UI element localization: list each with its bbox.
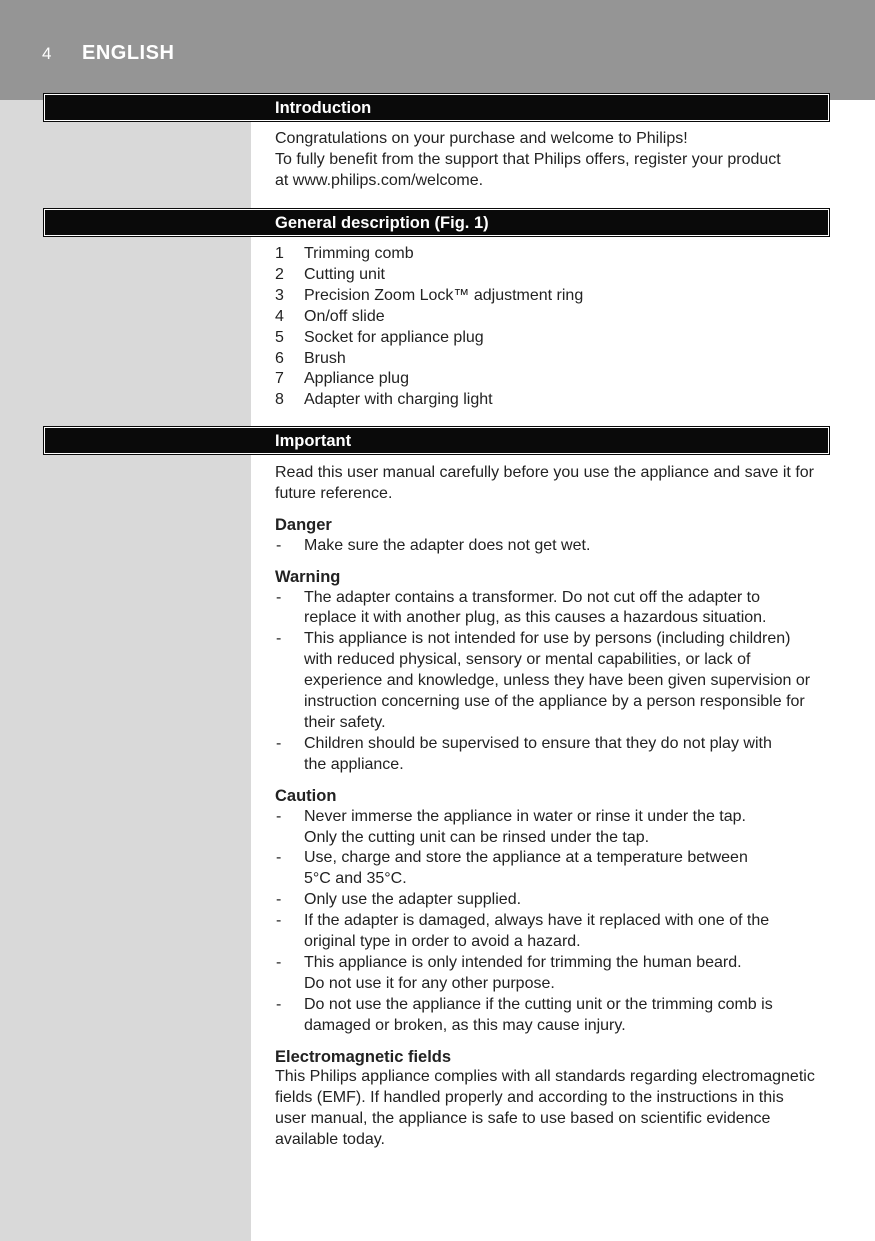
item-number: 6 <box>275 349 284 367</box>
parts-list <box>275 244 830 411</box>
text-line: Children should be supervised to ensure that they do not play with <box>304 734 772 752</box>
text-line: Make sure the adapter does not get wet. <box>304 536 591 554</box>
page-language-title: ENGLISH <box>82 42 175 64</box>
list-item <box>275 390 830 411</box>
section-bar-general-description <box>44 209 829 236</box>
dash-bullet: - <box>276 807 282 825</box>
section-bar-introduction <box>44 94 829 121</box>
item-number: 7 <box>275 370 284 388</box>
dash-bullet: - <box>276 849 282 867</box>
item-text: Adapter with charging light <box>304 391 493 409</box>
text-line: their safety. <box>304 713 386 731</box>
text-line: 5°C and 35°C. <box>304 870 407 888</box>
list-item <box>275 953 830 995</box>
dash-bullet: - <box>276 995 282 1013</box>
list-item <box>275 244 830 265</box>
item-number: 1 <box>275 245 284 262</box>
list-item <box>275 890 830 911</box>
text-line: This Philips appliance complies with all standards regarding electromagnetic <box>275 1068 815 1086</box>
item-number: 2 <box>275 265 284 283</box>
list-item <box>275 369 830 390</box>
list-item <box>275 911 830 953</box>
text-line: Do not use the appliance if the cutting unit or the trimming comb is <box>304 995 773 1013</box>
text-line: instruction concerning use of the appliance by a person responsible for <box>304 693 805 711</box>
important-content <box>275 463 830 1151</box>
list-item <box>275 629 830 734</box>
text-line: at www.philips.com/welcome. <box>275 171 484 189</box>
text-line: This appliance is only intended for trimming the human beard. <box>304 953 742 971</box>
text-line: Only the cutting unit can be rinsed under the tap. <box>304 828 650 846</box>
dash-bullet: - <box>276 891 282 909</box>
list-item <box>275 848 830 890</box>
section-title-general-description: General description (Fig. 1) <box>275 214 489 232</box>
text-line: If the adapter is damaged, always have it replaced with one of the <box>304 912 770 930</box>
text-line: To fully benefit from the support that Philips offers, register your product <box>275 150 781 168</box>
text-line: experience and knowledge, unless they have been given supervision or <box>304 672 811 690</box>
dash-bullet: - <box>276 953 282 971</box>
text-line: Never immerse the appliance in water or rinse it under the tap. <box>304 807 746 825</box>
section-title-important: Important <box>275 432 352 450</box>
dash-bullet: - <box>276 912 282 930</box>
text-line: future reference. <box>275 484 393 502</box>
list-item <box>275 286 830 307</box>
warning-heading: Warning <box>275 567 341 586</box>
caution-heading: Caution <box>275 786 337 805</box>
page-number: 4 <box>42 44 52 63</box>
text-line: Congratulations on your purchase and welcome to Philips! <box>275 130 688 147</box>
section-bar-important <box>44 427 829 454</box>
text-line: Use, charge and store the appliance at a temperature between <box>304 849 748 867</box>
list-item <box>275 307 830 328</box>
list-item <box>275 807 830 849</box>
list-item <box>275 536 830 557</box>
danger-heading: Danger <box>275 515 332 534</box>
text-line: damaged or broken, as this may cause injury. <box>304 1016 626 1034</box>
list-item <box>275 588 830 630</box>
list-item <box>275 995 830 1037</box>
list-item <box>275 328 830 349</box>
text-line: The adapter contains a transformer. Do not cut off the adapter to <box>304 588 760 606</box>
text-line: user manual, the appliance is safe to use based on scientific evidence <box>275 1110 771 1128</box>
text-line: Do not use it for any other purpose. <box>304 974 555 992</box>
text-line: fields (EMF). If handled properly and according to the instructions in this <box>275 1089 784 1107</box>
item-number: 4 <box>275 307 284 325</box>
item-text: Cutting unit <box>304 265 385 283</box>
side-margin-column <box>0 100 251 1241</box>
text-line: the appliance. <box>304 755 404 773</box>
introduction-text <box>275 129 830 192</box>
dash-bullet: - <box>276 630 282 648</box>
emf-heading: Electromagnetic fields <box>275 1047 452 1066</box>
text-line: original type in order to avoid a hazard. <box>304 933 581 951</box>
dash-bullet: - <box>276 734 282 752</box>
list-item <box>275 734 830 776</box>
item-text: Appliance plug <box>304 370 409 388</box>
item-number: 3 <box>275 286 284 304</box>
item-text: Socket for appliance plug <box>304 328 484 346</box>
text-line: Read this user manual carefully before you use the appliance and save it for <box>275 464 814 481</box>
item-text: Precision Zoom Lock™ adjustment ring <box>304 286 584 304</box>
dash-bullet: - <box>276 588 282 606</box>
dash-bullet: - <box>276 536 282 554</box>
item-text: Brush <box>304 349 346 367</box>
item-text: On/off slide <box>304 307 385 325</box>
text-line: replace it with another plug, as this causes a hazardous situation. <box>304 609 767 627</box>
list-item <box>275 349 830 370</box>
item-number: 5 <box>275 328 284 346</box>
text-line: with reduced physical, sensory or mental capabilities, or lack of <box>304 651 751 669</box>
text-line: This appliance is not intended for use by persons (including children) <box>304 630 791 648</box>
item-number: 8 <box>275 391 284 409</box>
item-text: Trimming comb <box>304 245 414 262</box>
section-title-introduction: Introduction <box>275 99 372 117</box>
text-line: Only use the adapter supplied. <box>304 891 522 909</box>
list-item <box>275 265 830 286</box>
text-line: available today. <box>275 1131 385 1149</box>
